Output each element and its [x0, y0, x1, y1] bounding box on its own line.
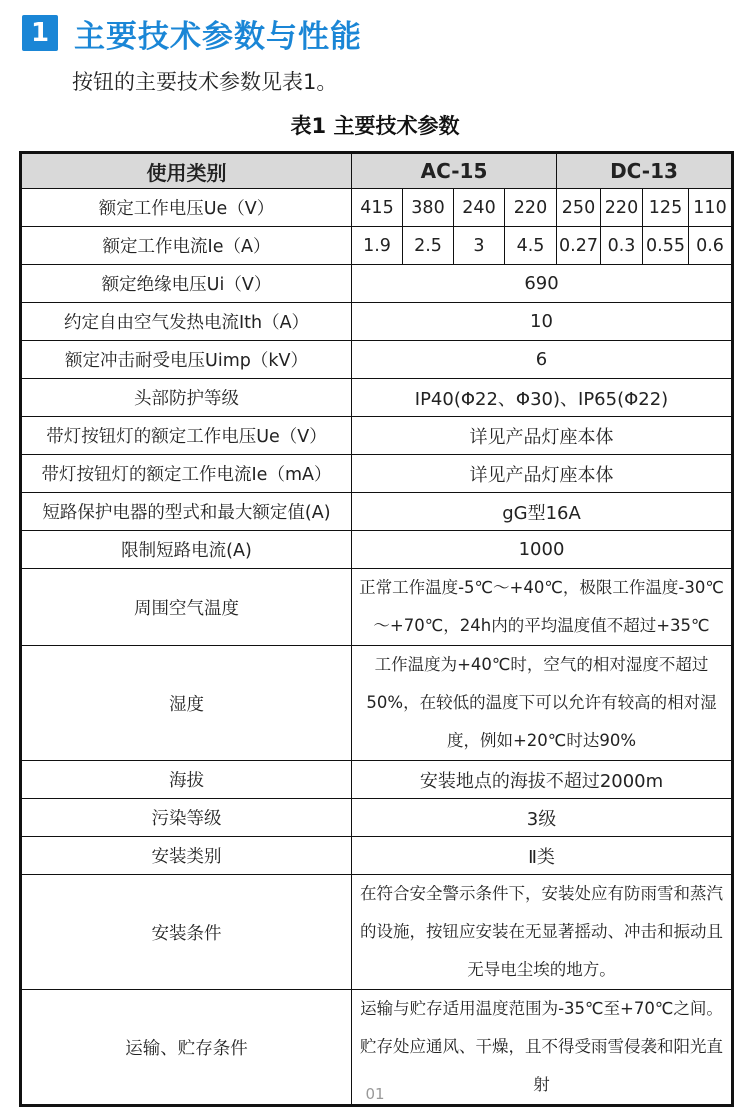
row-value: 详见产品灯座本体 — [352, 417, 733, 455]
row-label: 安装条件 — [21, 875, 352, 990]
row-label: 安装类别 — [21, 837, 352, 875]
row-value: 正常工作温度-5℃～+40℃，极限工作温度-30℃～+70℃，24h内的平均温度值不超过+35℃ — [352, 569, 733, 646]
row-label: 额定绝缘电压Ui（V） — [21, 265, 352, 303]
header-category: 使用类别 — [21, 153, 352, 189]
table-row — [21, 265, 733, 303]
current-row — [21, 227, 733, 265]
row-value: 工作温度为+40℃时，空气的相对湿度不超过50%，在较低的温度下可以允许有较高的相对湿度，例如+20℃时达90% — [352, 646, 733, 761]
table-row — [21, 646, 733, 761]
table-row — [21, 569, 733, 646]
row-value: gG型16A — [352, 493, 733, 531]
row-value: 安装地点的海拔不超过2000m — [352, 761, 733, 799]
table-row — [21, 799, 733, 837]
table-row — [21, 837, 733, 875]
row-value: IP40(Φ22、Φ30)、IP65(Φ22) — [352, 379, 733, 417]
row-value: 10 — [352, 303, 733, 341]
row-value: 详见产品灯座本体 — [352, 455, 733, 493]
voltage-value: 240 — [454, 189, 505, 227]
table-row — [21, 875, 733, 990]
voltage-value: 220 — [601, 189, 643, 227]
table-row — [21, 761, 733, 799]
row-label: 短路保护电器的型式和最大额定值(A) — [21, 493, 352, 531]
row-label: 限制短路电流(A) — [21, 531, 352, 569]
current-value: 1.9 — [352, 227, 403, 265]
voltage-value: 380 — [403, 189, 454, 227]
row-label: 额定工作电压Ue（V） — [21, 189, 352, 227]
current-value: 3 — [454, 227, 505, 265]
section-heading — [22, 14, 362, 55]
table-caption: 表1 主要技术参数 — [290, 114, 460, 138]
voltage-value: 110 — [689, 189, 733, 227]
header-dc: DC-13 — [557, 153, 733, 189]
current-value: 0.3 — [601, 227, 643, 265]
table-row — [21, 493, 733, 531]
row-label: 带灯按钮灯的额定工作电压Ue（V） — [21, 417, 352, 455]
section-title: 主要技术参数与性能 — [74, 18, 362, 55]
table-row — [21, 531, 733, 569]
row-value: 运输与贮存适用温度范围为-35℃至+70℃之间。贮存处应通风、干燥，且不得受雨雪侵袭和阳光直射 — [352, 990, 733, 1106]
row-label: 额定冲击耐受电压Uimp（kV） — [21, 341, 352, 379]
page-number: 01 — [365, 1085, 385, 1103]
voltage-value: 220 — [505, 189, 557, 227]
table-row — [21, 417, 733, 455]
voltage-row — [21, 189, 733, 227]
table-row — [21, 379, 733, 417]
row-label: 额定工作电流Ie（A） — [21, 227, 352, 265]
table-row — [21, 455, 733, 493]
row-label: 周围空气温度 — [21, 569, 352, 646]
row-label: 约定自由空气发热电流Ith（A） — [21, 303, 352, 341]
voltage-value: 250 — [557, 189, 601, 227]
current-value: 0.6 — [689, 227, 733, 265]
row-value: 3级 — [352, 799, 733, 837]
voltage-value: 125 — [643, 189, 689, 227]
intro-text: 按钮的主要技术参数见表1。 — [72, 70, 338, 94]
row-label: 湿度 — [21, 646, 352, 761]
row-value: Ⅱ类 — [352, 837, 733, 875]
table-row — [21, 341, 733, 379]
section-number-badge: 1 — [22, 15, 58, 51]
row-label: 运输、贮存条件 — [21, 990, 352, 1106]
table-header-row — [21, 153, 733, 189]
header-ac: AC-15 — [352, 153, 557, 189]
row-value: 在符合安全警示条件下，安装处应有防雨雪和蒸汽的设施，按钮应安装在无显著摇动、冲击和振动且无导电尘埃的地方。 — [352, 875, 733, 990]
voltage-value: 415 — [352, 189, 403, 227]
row-label: 海拔 — [21, 761, 352, 799]
row-value: 1000 — [352, 531, 733, 569]
row-value: 6 — [352, 341, 733, 379]
row-label: 带灯按钮灯的额定工作电流Ie（mA） — [21, 455, 352, 493]
spec-table — [19, 151, 734, 1107]
current-value: 0.55 — [643, 227, 689, 265]
current-value: 2.5 — [403, 227, 454, 265]
current-value: 0.27 — [557, 227, 601, 265]
current-value: 4.5 — [505, 227, 557, 265]
row-value: 690 — [352, 265, 733, 303]
table-row — [21, 303, 733, 341]
row-label: 头部防护等级 — [21, 379, 352, 417]
row-label: 污染等级 — [21, 799, 352, 837]
